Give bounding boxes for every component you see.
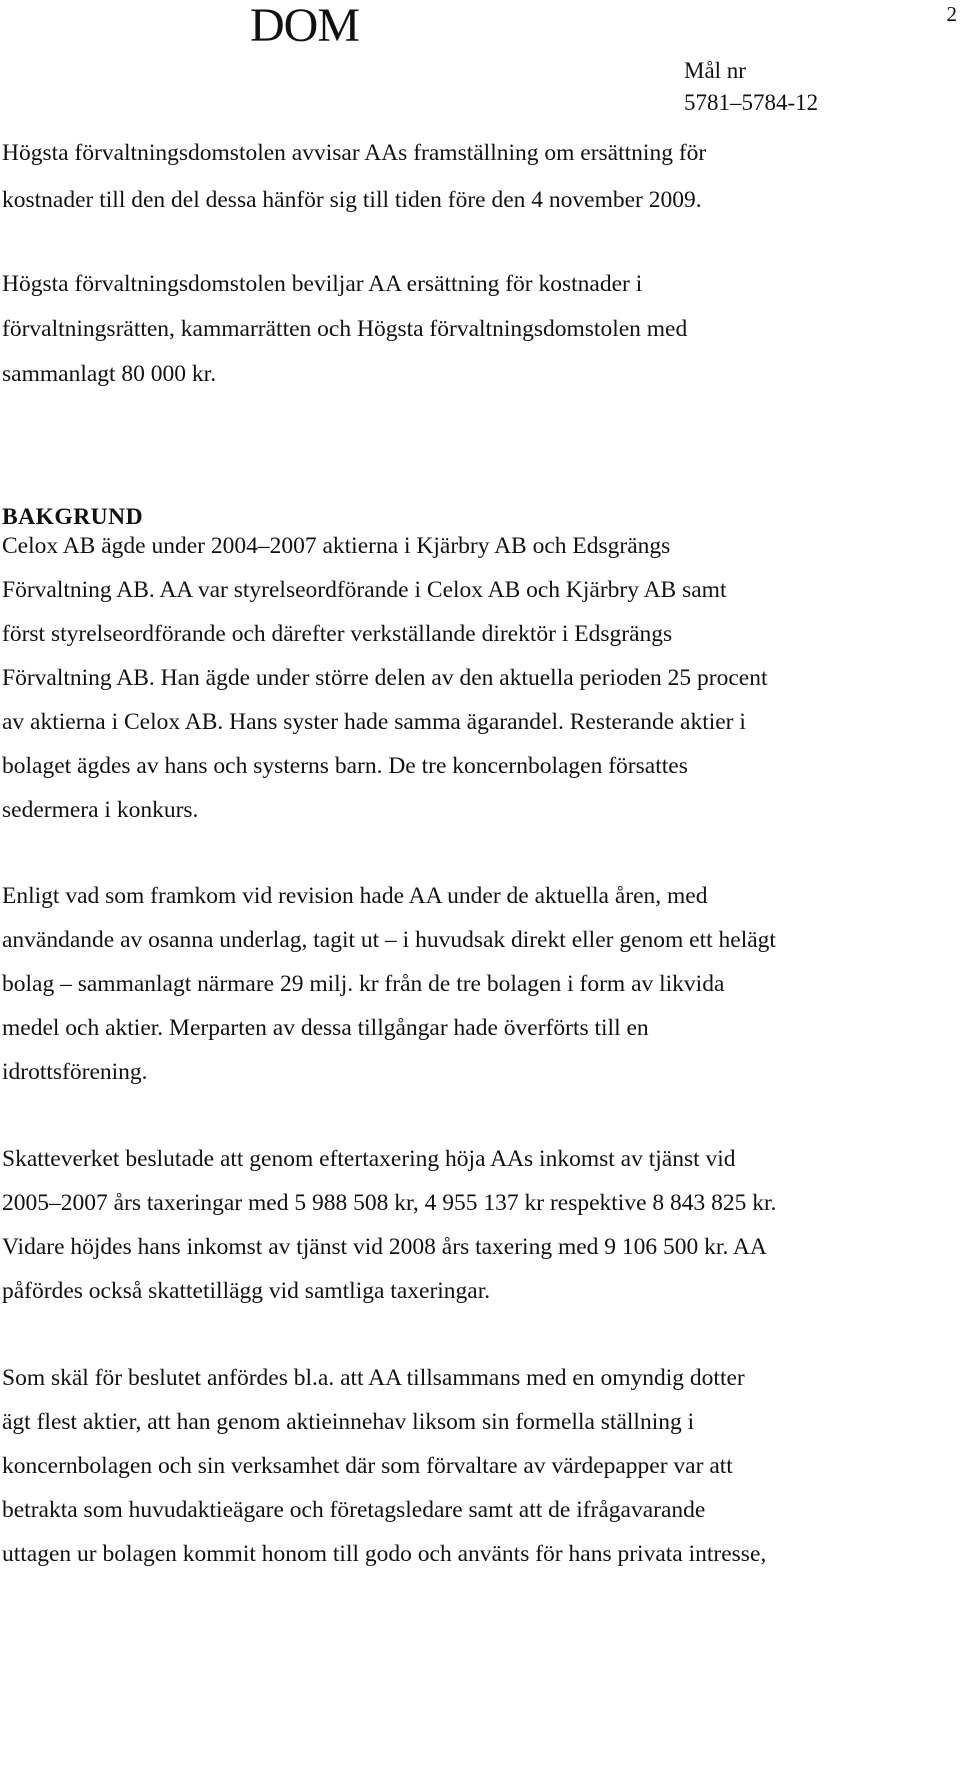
paragraph-grounds bbox=[2, 1356, 957, 1576]
paragraph-dismissal bbox=[2, 130, 957, 224]
case-number: 5781–5784-12 bbox=[684, 90, 819, 115]
text-line: Celox AB ägde under 2004–2007 aktierna i Kjärbry AB och Edsgrängs bbox=[2, 533, 671, 559]
text-line: sedermera i konkurs. bbox=[2, 797, 199, 823]
text-line: betrakta som huvudaktieägare och företagsledare samt att de ifrågavarande bbox=[2, 1497, 706, 1523]
section-heading-bakgrund: BAKGRUND bbox=[2, 504, 144, 530]
paragraph-background-ownership bbox=[2, 524, 957, 832]
paragraph-compensation bbox=[2, 262, 957, 397]
text-line: medel och aktier. Merparten av dessa tillgångar hade överförts till en bbox=[2, 1015, 649, 1041]
text-line: Högsta förvaltningsdomstolen beviljar AA ersättning för kostnader i bbox=[2, 271, 643, 297]
text-line: först styrelseordförande och därefter verkställande direktör i Edsgrängs bbox=[2, 621, 673, 647]
text-line: Skatteverket beslutade att genom eftertaxering höja AAs inkomst av tjänst vid bbox=[2, 1146, 736, 1172]
text-line: ägt flest aktier, att han genom aktieinnehav liksom sin formella ställning i bbox=[2, 1409, 695, 1435]
text-line: Förvaltning AB. AA var styrelseordförande i Celox AB och Kjärbry AB samt bbox=[2, 577, 727, 603]
text-line: sammanlagt 80 000 kr. bbox=[2, 361, 217, 387]
paragraph-tax-decision bbox=[2, 1137, 957, 1313]
text-line: bolag – sammanlagt närmare 29 milj. kr från de tre bolagen i form av likvida bbox=[2, 971, 725, 997]
text-line: förvaltningsrätten, kammarrätten och Högsta förvaltningsdomstolen med bbox=[2, 316, 688, 342]
text-line: användande av osanna underlag, tagit ut – i huvudsak direkt eller genom ett helägt bbox=[2, 927, 776, 953]
text-line: Högsta förvaltningsdomstolen avvisar AAs framställning om ersättning för bbox=[2, 140, 707, 166]
page-number: 2 bbox=[946, 2, 957, 26]
document-title: DOM bbox=[250, 0, 360, 52]
text-line: idrottsförening. bbox=[2, 1059, 148, 1085]
text-line: Vidare höjdes hans inkomst av tjänst vid 2008 års taxering med 9 106 500 kr. AA bbox=[2, 1234, 767, 1260]
case-number-label: Mål nr bbox=[684, 58, 746, 83]
text-line: Som skäl för beslutet anfördes bl.a. att AA tillsammans med en omyndig dotter bbox=[2, 1365, 745, 1391]
paragraph-revision bbox=[2, 874, 957, 1094]
text-line: påfördes också skattetillägg vid samtliga taxeringar. bbox=[2, 1278, 491, 1304]
text-line: bolaget ägdes av hans och systerns barn. De tre koncernbolagen försattes bbox=[2, 753, 688, 779]
text-line: koncernbolagen och sin verksamhet där som förvaltare av värdepapper var att bbox=[2, 1453, 733, 1479]
text-line: 2005–2007 års taxeringar med 5 988 508 kr, 4 955 137 kr respektive 8 843 825 kr. bbox=[2, 1190, 777, 1216]
text-line: av aktierna i Celox AB. Hans syster hade samma ägarandel. Resterande aktier i bbox=[2, 709, 746, 735]
text-line: uttagen ur bolagen kommit honom till godo och använts för hans privata intresse, bbox=[2, 1541, 767, 1567]
text-line: Förvaltning AB. Han ägde under större delen av den aktuella perioden 25 procent bbox=[2, 665, 768, 691]
text-line: kostnader till den del dessa hänför sig till tiden före den 4 november 2009. bbox=[2, 187, 702, 213]
text-line: Enligt vad som framkom vid revision hade AA under de aktuella åren, med bbox=[2, 883, 708, 909]
